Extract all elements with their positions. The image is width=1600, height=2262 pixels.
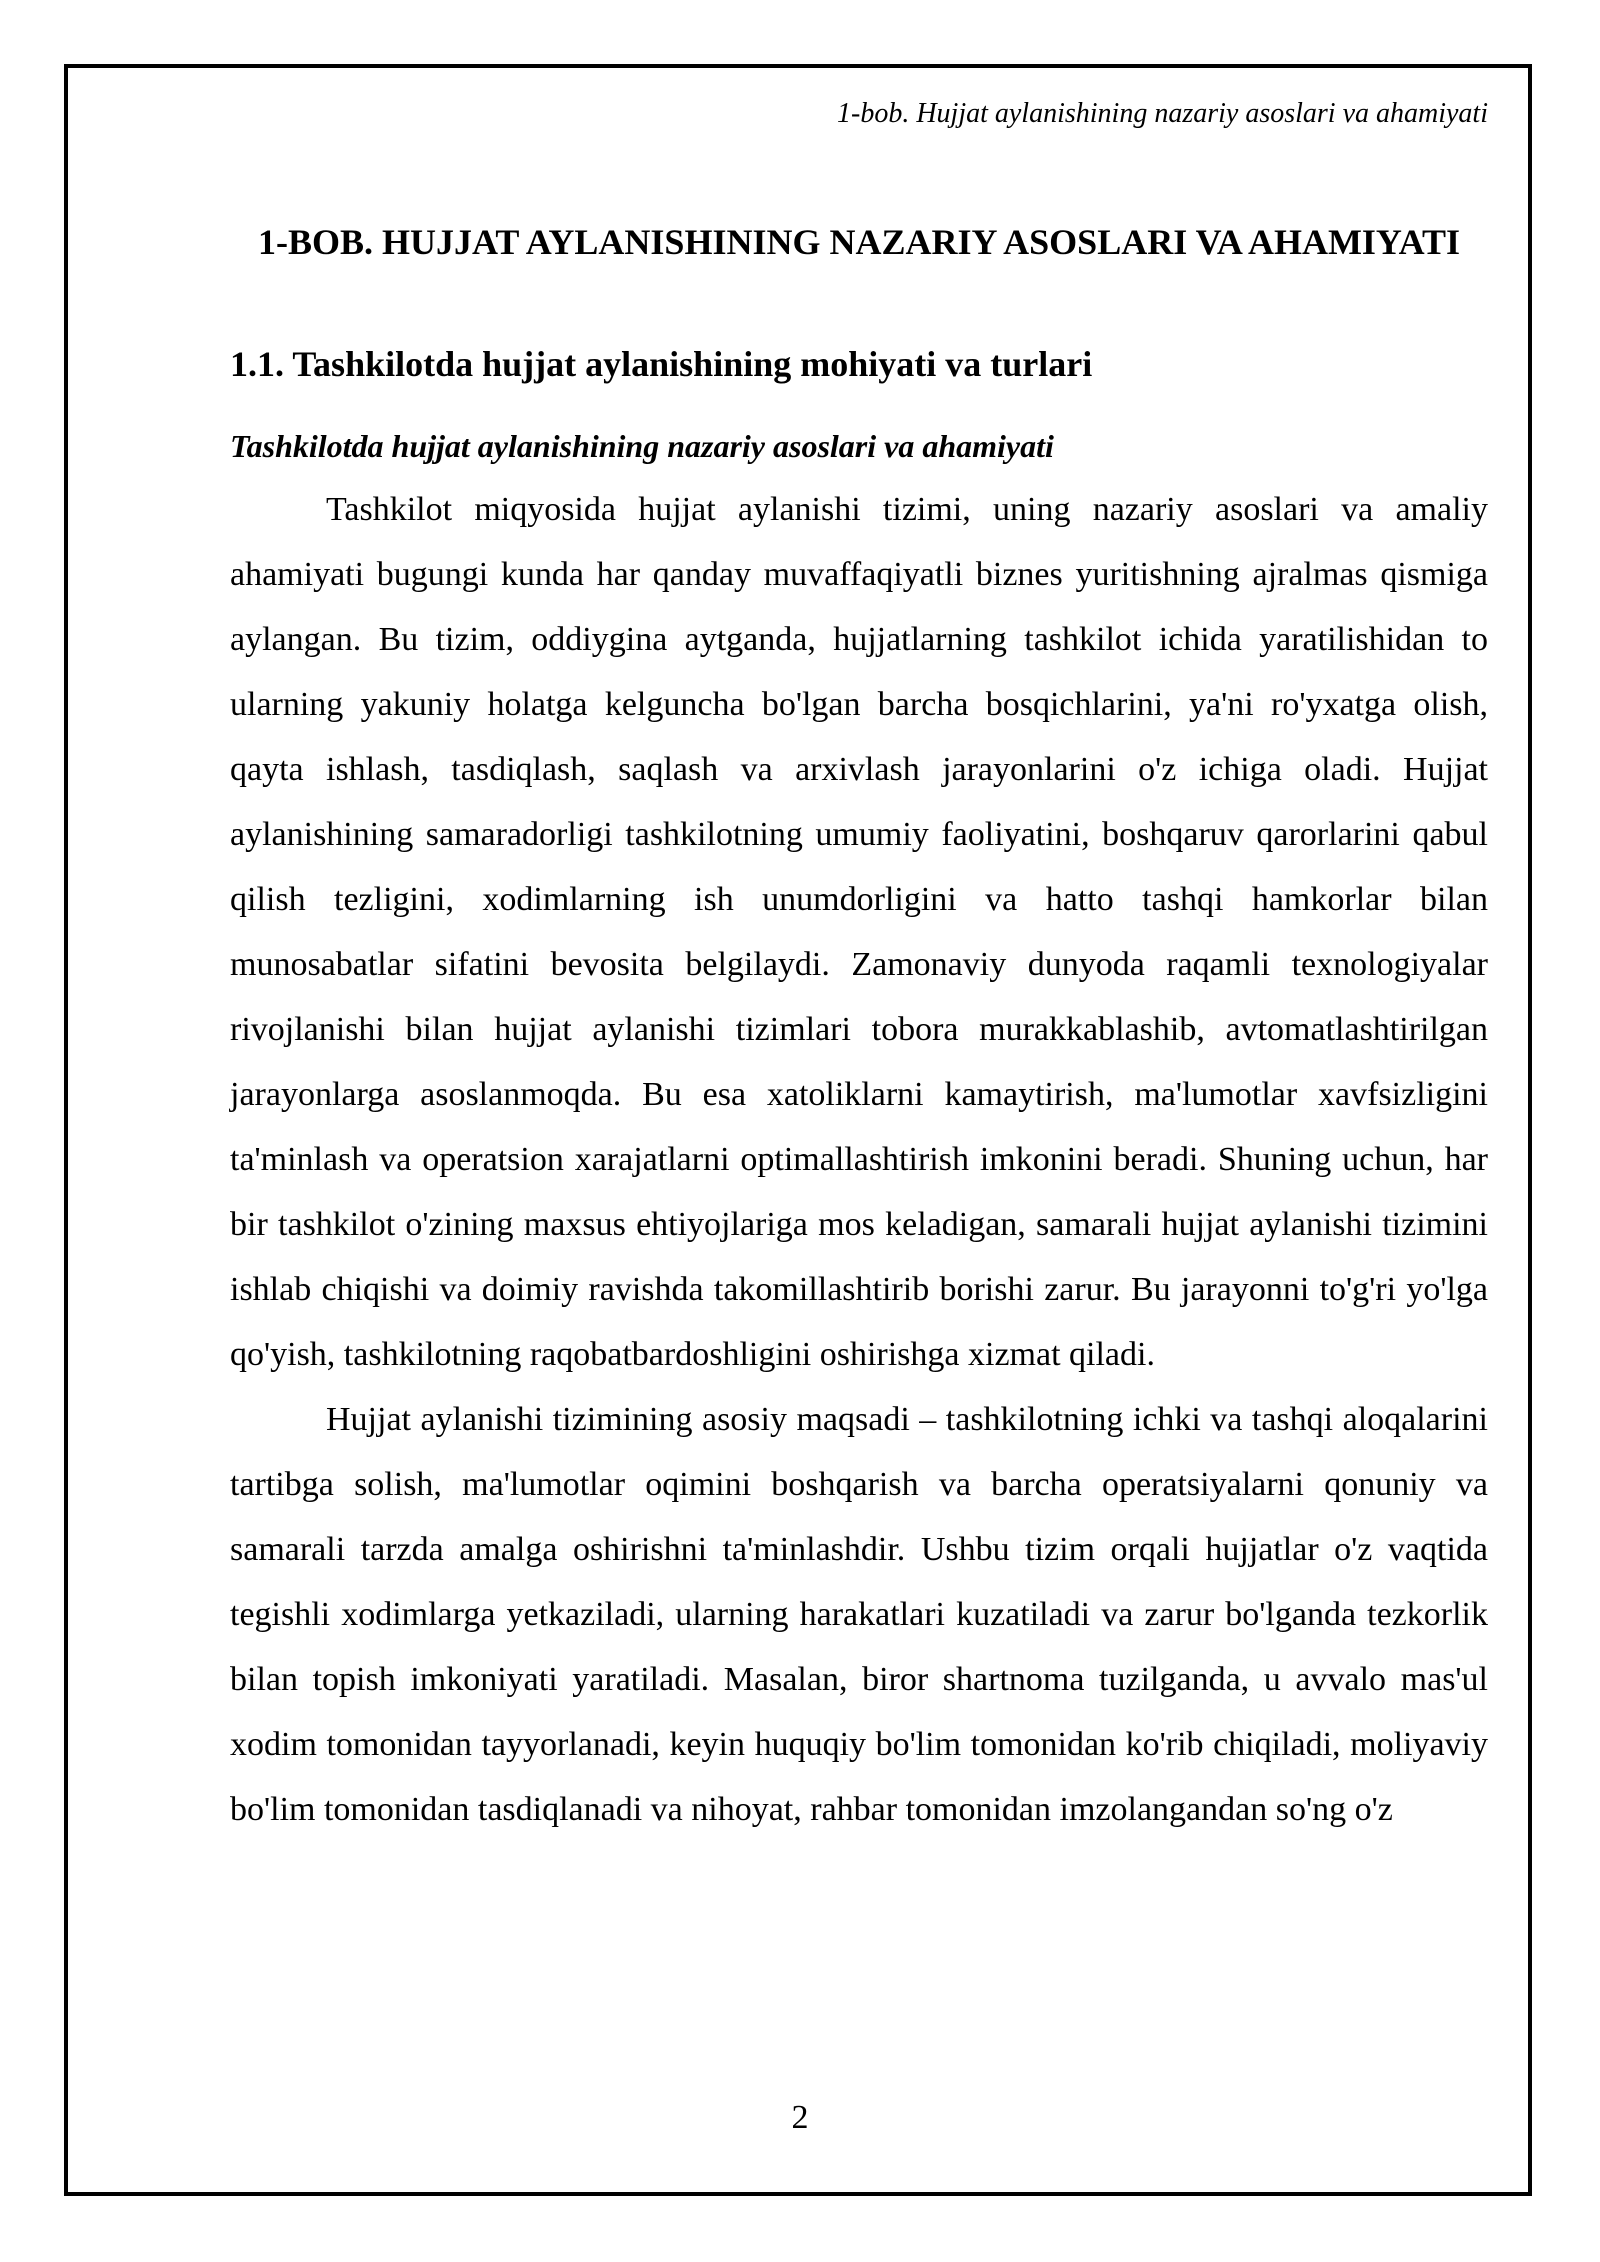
section-title: 1.1. Tashkilotda hujjat aylanishining mohiyati va turlari xyxy=(230,344,1093,384)
running-header: 1-bob. Hujjat aylanishining nazariy asoslari va ahamiyati xyxy=(837,98,1488,129)
page-number: 2 xyxy=(791,2099,809,2136)
section-subtitle: Tashkilotda hujjat aylanishining nazariy asoslari va ahamiyati xyxy=(230,428,1054,464)
paragraph: Hujjat aylanishi tizimining asosiy maqsadi – tashkilotning ichki va tashqi aloqalarini tartibga solish, ma'lumotlar oqimini boshqarish va barcha operatsiyalarni qonuniy va samarali tarzda amalga oshirishni ta'minlashdir. Ushbu tizim orqali hujjatlar o'z vaqtida tegishli xodimlarga yetkaziladi, ularning harakatlari kuzatiladi va zarur bo'lganda tezkorlik bilan topish imkoniyati yaratiladi. Masalan, biror shartnoma tuzilganda, u avvalo mas'ul xodim tomonidan tayyorlanadi, keyin huquqiy bo'lim tomonidan ko'rib chiqiladi, moliyaviy bo'lim tomonidan tasdiqlanadi va nihoyat, rahbar tomonidan imzolangandan so'ng o'z xyxy=(230,1401,1488,1828)
chapter-title: 1-BOB. HUJJAT AYLANISHINING NAZARIY ASOSLARI VA AHAMIYATI xyxy=(258,222,1460,262)
document-body xyxy=(230,210,1488,1842)
paragraph: Tashkilot miqyosida hujjat aylanishi tizimi, uning nazariy asoslari va amaliy ahamiyati bugungi kunda har qanday muvaffaqiyatli biznes yuritishning ajralmas qismiga aylangan. Bu tizim, oddiygina aytganda, hujjatlarning tashkilot ichida yaratilishidan to ularning yakuniy holatga kelguncha bo'lgan barcha bosqichlarini, ya'ni ro'yxatga olish, qayta ishlash, tasdiqlash, saqlash va arxivlash jarayonlarini o'z ichiga oladi. Hujjat aylanishining samaradorligi tashkilotning umumiy faoliyatini, boshqaruv qarorlarini qabul qilish tezligini, xodimlarning ish unumdorligini va hatto tashqi hamkorlar bilan munosabatlar sifatini bevosita belgilaydi. Zamonaviy dunyoda raqamli texnologiyalar rivojlanishi bilan hujjat aylanishi tizimlari tobora murakkablashib, avtomatlashtirilgan jarayonlarga asoslanmoqda. Bu esa xatoliklarni kamaytirish, ma'lumotlar xavfsizligini ta'minlash va operatsion xarajatlarni optimallashtirish imkonini beradi. Shuning uchun, har bir tashkilot o'zining maxsus ehtiyojlariga mos keladigan, samarali hujjat aylanishi tizimini ishlab chiqishi va doimiy ravishda takomillashtirib borishi zarur. Bu jarayonni to'g'ri yo'lga qo'yish, tashkilotning raqobatbardoshligini oshirishga xizmat qiladi. xyxy=(230,491,1488,1373)
